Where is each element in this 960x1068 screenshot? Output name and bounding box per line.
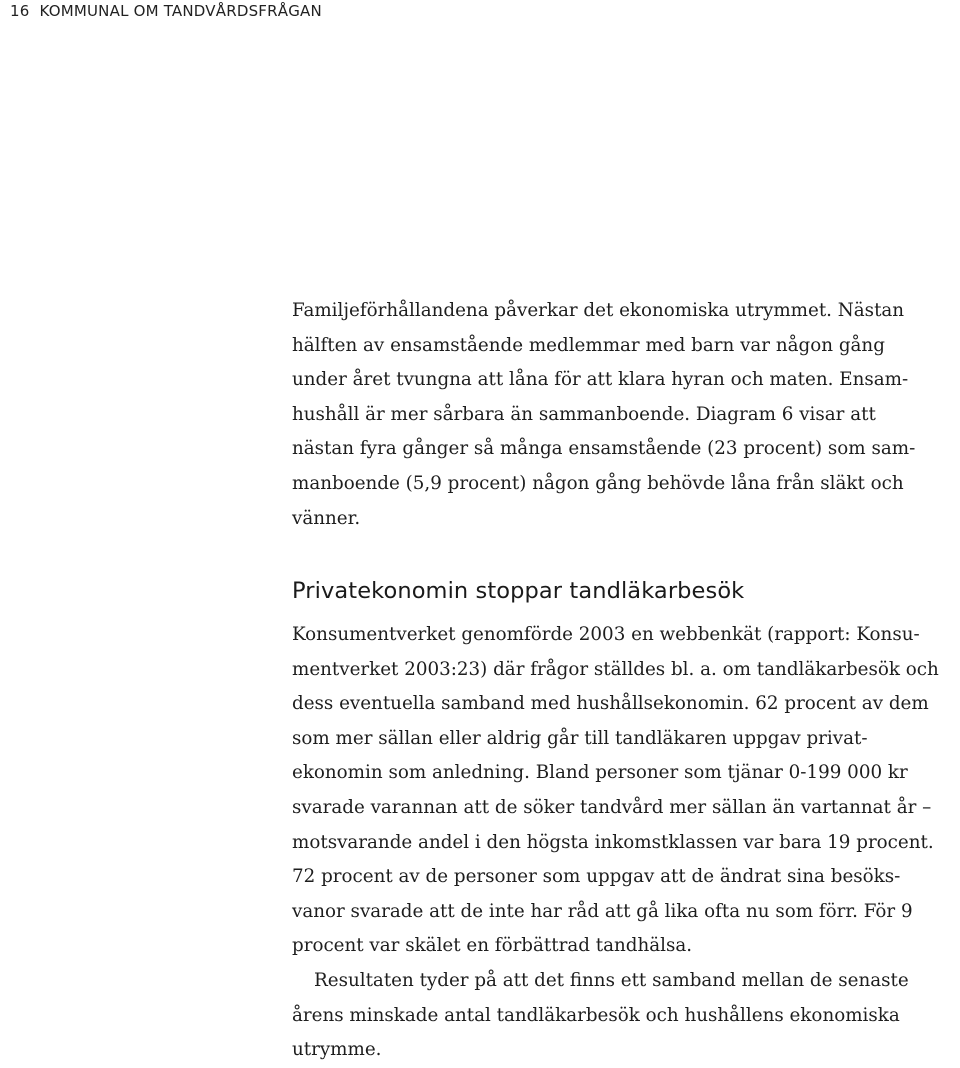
paragraph-line: dess eventuella samband med hushållsekonomin. 62 procent av dem (292, 693, 929, 715)
section-body (292, 618, 939, 1068)
paragraph-line: manboende (5,9 procent) någon gång behövde låna från släkt och (292, 472, 904, 494)
section-heading: Privatekonomin stoppar tandläkarbesök (292, 578, 745, 604)
paragraph-line: nästan fyra gånger så många ensamstående (23 procent) som sam- (292, 438, 916, 460)
paragraph-line: under året tvungna att låna för att klara hyran och maten. Ensam- (292, 369, 909, 391)
paragraph-line: Resultaten tyder på att det finns ett samband mellan de senaste (314, 969, 909, 991)
paragraph-line: 72 procent av de personer som uppgav att de ändrat sina besöks- (292, 866, 901, 888)
paragraph-line: Familjeförhållandena påverkar det ekonomiska utrymmet. Nästan (292, 300, 905, 321)
paragraph-line: Konsumentverket genomförde 2003 en webbenkät (rapport: Konsu- (292, 624, 920, 645)
paragraph-line: hälften av ensamstående medlemmar med barn var någon gång (292, 334, 885, 356)
paragraph-line: utrymme. (292, 1039, 382, 1061)
paragraph-line: som mer sällan eller aldrig går till tandläkaren uppgav privat- (292, 727, 868, 749)
paragraph-line: motsvarande andel i den högsta inkomstklassen var bara 19 procent. (292, 831, 934, 853)
running-header (10, 2, 322, 20)
paragraph-line: vänner. (292, 507, 361, 529)
paragraph-line: vanor svarade att de inte har råd att gå lika ofta nu som förr. För 9 (292, 900, 913, 922)
paragraph-line: svarade varannan att de söker tandvård mer sällan än vartannat år – (292, 796, 932, 818)
paragraph-line: procent var skälet en förbättrad tandhälsa. (292, 935, 693, 957)
page-number: 16 (10, 2, 30, 20)
paragraph-line: hushåll är mer sårbara än sammanboende. Diagram 6 visar att (292, 403, 876, 425)
paragraph-line: ekonomin som anledning. Bland personer som tjänar 0-199 000 kr (292, 762, 908, 784)
paragraph-line: mentverket 2003:23) där frågor ställdes bl. a. om tandläkarbesök och (292, 658, 939, 680)
paragraph-line: årens minskade antal tandläkarbesök och hushållens ekonomiska (292, 1004, 900, 1026)
running-title: KOMMUNAL OM TANDVÅRDSFRÅGAN (39, 2, 322, 20)
intro-paragraph (292, 294, 932, 536)
